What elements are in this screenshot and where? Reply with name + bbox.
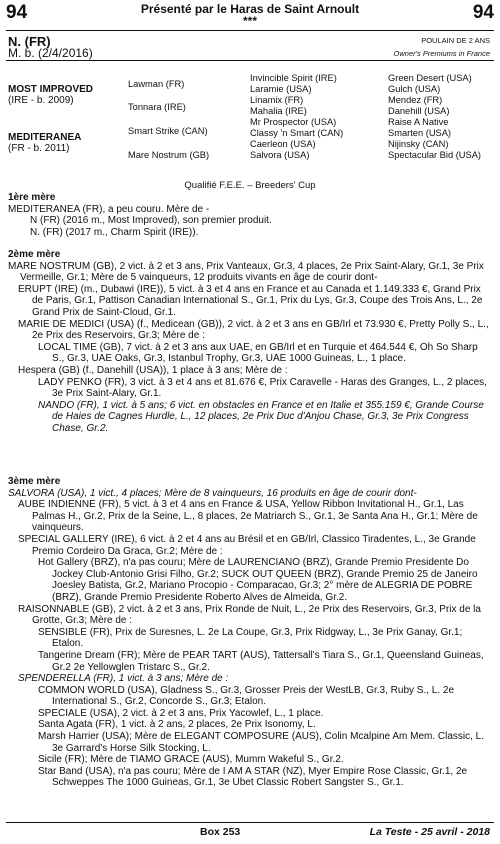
dam-block (8, 132, 81, 154)
presenter-stars: *** (242, 14, 257, 28)
sire-info: (IRE - b. 2009) (8, 95, 74, 106)
presenter-line (0, 3, 500, 27)
pedigree-gen3-5: Mr Prospector (USA) (250, 117, 337, 127)
third-dam-grandproduce-star-band: Star Band (USA), n'a pas couru; Mère de I AM A STAR (NZ), Myer Empire Rose Classic, Gr.1, 2e Schweppes The 1000 Guineas, Gr.1, 3e Ubet Classic Robert Sangster S., Gr.1. (38, 765, 468, 789)
third-dam-grandproduce-santa-agata: Santa Agata (FR), 1 vict. à 2 ans, 2 places, 2e Prix Isonomy, L. (38, 719, 316, 731)
pedigree-gen4 (388, 73, 481, 161)
second-dam-grandproduce-local-time: LOCAL TIME (GB), 7 vict. à 2 et 3 ans aux UAE, en GB/Irl et en Turquie et 464.544 €, Oh So Sharp S., Gr.3, UAE Oaks, Gr.3, Istanbul Trophy, Gr.3, UAE 1000 Guineas, L., 1 place. (38, 341, 478, 365)
pedigree-gen4-7: Nijinsky (CAN) (388, 139, 449, 149)
box-number: Box 253 (200, 826, 241, 838)
third-dam-grandproduce-sicile: Sicile (FR); Mère de TIAMO GRACE (AUS), Mumm Wakeful S., Gr.2. (38, 754, 344, 766)
sire-block (8, 84, 93, 106)
second-dam-grandproduce-lady-penko: LADY PENKO (FR), 3 vict. à 3 et 4 ans et 81.676 €, Prix Caravelle - Haras des Granges, L., 2 places, 3e Prix Saint-Alary, Gr.1. (38, 376, 487, 400)
first-dam-produce-2: N. (FR) (2017 m., Charm Spirit (IRE)). (30, 226, 199, 238)
third-dam-grandproduce-sensible: SENSIBLE (FR), Prix de Suresnes, L. 2e La Coupe, Gr.3, Prix Ridgway, L., 3e Prix Ganay, Gr.1; Etalon. (38, 626, 463, 650)
pedigree-gen3-4: Mahalia (IRE) (250, 106, 307, 116)
pedigree-rule (6, 60, 494, 61)
third-dam-grandproduce-hot-gallery: Hot Gallery (BRZ), n'a pas couru; Mère de LAURENCIANO (BRZ), Grande Premio Presidente Do Jockey Club-Antonio Grisi Filho, Gr.2; SUCK OUT QUEEN (BRZ), Grande Premio 25 de Janeiro Joesley Batista, Gr.2, Mariano Procopio - Comparacao, Gr.3; 2° mère de ALEGRIA DE POBRE (BRZ), Grande Premio Presidente Roberto Alves de Almeida, Gr.2. (38, 557, 478, 603)
pedigree-gen4-2: Gulch (USA) (388, 84, 441, 94)
second-dam-section (8, 249, 492, 435)
pedigree-gen4-5: Raise A Native (388, 117, 449, 127)
third-dam-produce-special-gallery: SPECIAL GALLERY (IRE), 6 vict. à 2 et 4 ans au Brésil et en GB/Irl, Classico Tiradentes, L., 3e Grande Premio Cordeiro Da Graca, Gr.2; Mère de : (18, 533, 476, 557)
pedigree-gen4-3: Mendez (FR) (388, 95, 443, 105)
third-dam-produce-aube: AUBE INDIENNE (FR), 5 vict. à 3 et 4 ans en France & USA, Yellow Ribbon Invitational H., Gr.1, Las Palmas H., Gr.2, Prix de la Seine, L., 8 places, 2e Matriarch S., Gr.1, 3e Santa Ana H., Gr.1; Mère de vainqueurs. (18, 499, 478, 534)
third-dam-grandproduce-speciale: SPECIALE (USA), 2 vict. à 2 et 3 ans, Prix Yacowlef, L., 1 place. (38, 707, 324, 719)
first-dam-line: MEDITERANEA (FR), a peu couru. Mère de - (8, 203, 210, 215)
third-dam-grandproduce-tangerine: Tangerine Dream (FR); Mère de PEAR TART (AUS), Tattersall's Tiara S., Gr.1, Queensland Guineas, Gr.2 2e Yellowglen Tristarc S., Gr.2. (38, 649, 484, 673)
pedigree-gen3-8: Salvora (USA) (250, 150, 310, 160)
lot-number-left: 94 (6, 2, 28, 23)
lot-number-right: 94 (472, 2, 494, 23)
horse-name: N. (FR) (8, 34, 51, 49)
sire-name: MOST IMPROVED (8, 84, 94, 95)
top-rule (6, 30, 494, 31)
third-dam-produce-raisonnable: RAISONNABLE (GB), 2 vict. à 2 et 3 ans, Prix Ronde de Nuit, L., 2e Prix des Reservoirs, Gr.3, Prix de la Grotte, Gr.3; Mère de : (18, 603, 481, 627)
second-dam-record: MARE NOSTRUM (GB), 2 vict. à 2 et 3 ans, Prix Vanteaux, Gr.3, 4 places, 2e Prix Saint-Alary, Gr.1, 3e Prix Vermeille, Gr.1; Mère de 5 vainqueurs, 12 produits vivants en âge de courir dont- (8, 260, 484, 284)
second-dam-grandproduce-nando: NANDO (FR), 1 vict. à 5 ans; 6 vict. en obstacles en France et en Italie et 355.159 €, Grande Course de Haies de Cagnes Hurdle, L., 12 places, 2e Prix Duc d'Anjou Chase, Gr.3, 3e Prix Congress Chase, Gr.2. (38, 399, 484, 434)
sale-info: La Teste - 25 avril - 2018 (369, 826, 490, 838)
second-dam-produce-hespera: Hespera (GB) (f., Danehill (USA)), 1 place à 3 ans; Mère de : (18, 364, 288, 376)
owners-premiums: Owner's Premiums in France (393, 49, 490, 58)
pedigree-gen2-2: Tonnara (IRE) (128, 102, 186, 112)
third-dam-section (8, 476, 492, 789)
pedigree-gen3-7: Caerleon (USA) (250, 139, 316, 149)
third-dam-grandproduce-common-world: COMMON WORLD (USA), Gladness S., Gr.3, Grosser Preis der WestLB, Gr.3, Ruby S., L. 2e International S., Gr.2, Concorde S., Gr.3; Etalon. (38, 684, 455, 708)
pedigree-gen2-3: Smart Strike (CAN) (128, 126, 208, 136)
pedigree-gen4-8: Spectacular Bid (USA) (388, 150, 482, 160)
third-dam-title: 3ème mère (8, 476, 61, 487)
pedigree-gen4-6: Smarten (USA) (388, 128, 452, 138)
horse-type: POULAIN DE 2 ANS (421, 36, 490, 45)
pedigree-gen4-1: Green Desert (USA) (388, 73, 472, 83)
second-dam-produce-erupt: ERUPT (IRE) (m., Dubawi (IRE)), 5 vict. à 3 et 4 ans en France et au Canada et 1.149.333 €, Grand Prix de Paris, Gr.1, Pattison Canadian International S., Gr.1, Prix du Lys, Gr.3, Coupe des Trois Ans, L., 2e Grand Prix de Saint-Cloud, Gr.1. (18, 283, 483, 318)
pedigree-gen3-1: Invincible Spirit (IRE) (250, 73, 337, 83)
third-dam-grandproduce-marsh-harrier: Marsh Harrier (USA); Mère de ELEGANT COMPOSURE (AUS), Colin Mcalpine Am Mem. Classic, L. 3e Garrard's Horse Silk Stocking, L. (38, 731, 485, 754)
pedigree-gen4-4: Danehill (USA) (388, 106, 450, 116)
pedigree-gen3-3: Linamix (FR) (250, 95, 304, 105)
first-dam-title: 1ère mère (8, 192, 56, 203)
horse-color-dob: M. b. (2/4/2016) (8, 46, 93, 60)
qualification: Qualifié F.E.E. – Breeders' Cup (184, 180, 316, 191)
second-dam-produce-marie: MARIE DE MEDICI (USA) (f., Medicean (GB)), 2 vict. à 2 et 3 ans en GB/Irl et 73.930 €, Pretty Polly S., L., 2e Prix des Reservoirs, Gr.3; Mère de : (18, 318, 489, 342)
pedigree-gen3 (250, 73, 343, 161)
pedigree-gen3-2: Laramie (USA) (250, 84, 312, 94)
third-dam-record: SALVORA (USA), 1 vict., 4 places; Mère de 8 vainqueurs, 16 produits en âge de courir dont- (8, 487, 417, 499)
dam-info: (FR - b. 2011) (8, 143, 70, 154)
first-dam-section (8, 192, 492, 238)
pedigree-gen3-6: Classy 'n Smart (CAN) (250, 128, 344, 138)
dam-name: MEDITERANEA (8, 132, 82, 143)
pedigree-gen2-1: Lawman (FR) (128, 79, 185, 89)
third-dam-produce-spenderella: SPENDERELLA (FR), 1 vict. à 3 ans; Mère de : (18, 673, 229, 685)
first-dam-produce-1: N (FR) (2016 m., Most Improved), son premier produit. (30, 215, 272, 227)
second-dam-title: 2ème mère (8, 249, 61, 260)
pedigree-gen2-4: Mare Nostrum (GB) (128, 150, 210, 160)
presenter-text: Présenté par le Haras de Saint Arnoult (140, 2, 360, 16)
bottom-rule (6, 822, 494, 823)
